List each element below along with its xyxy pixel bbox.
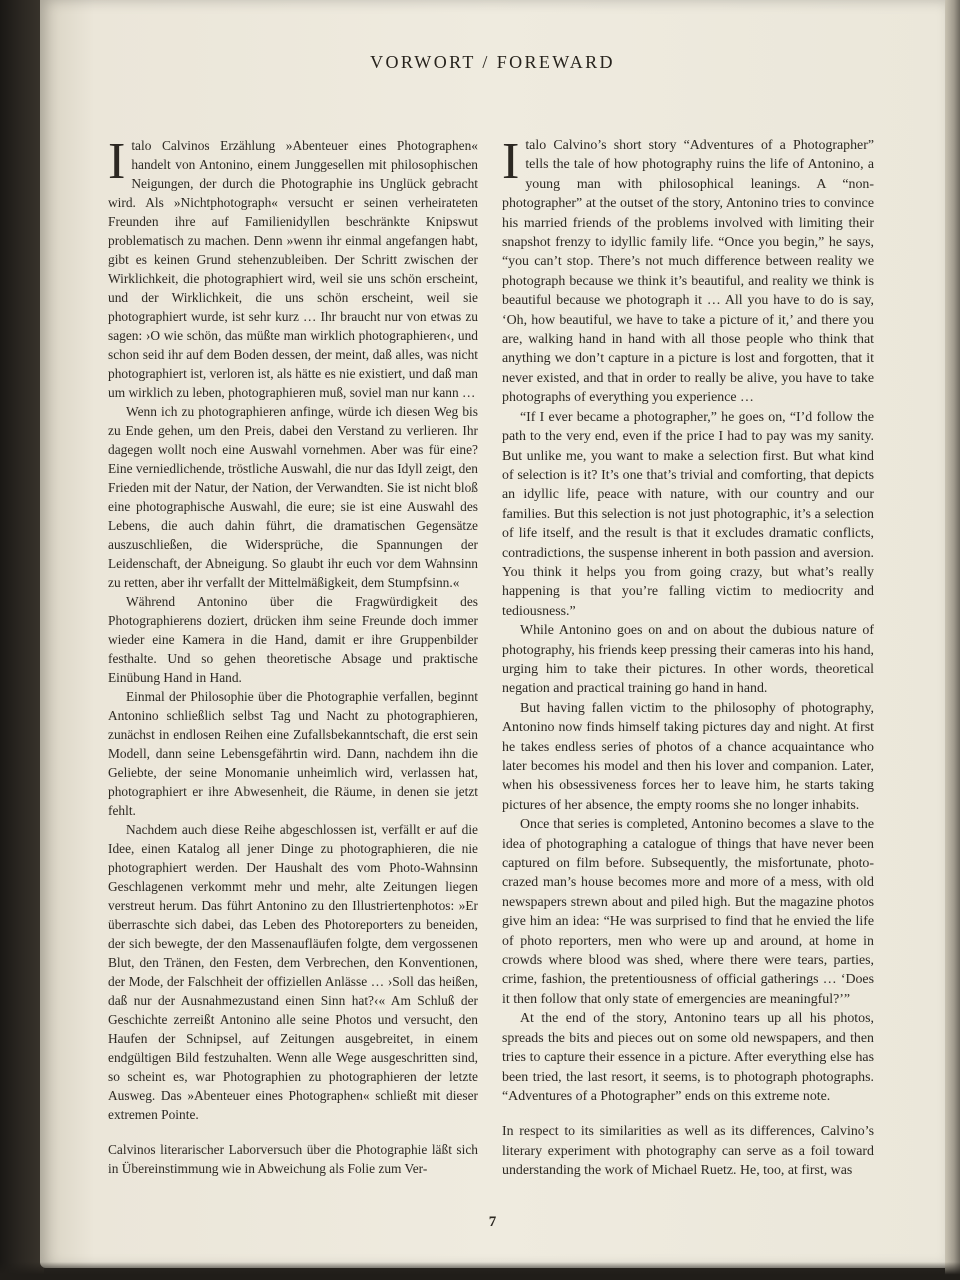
book-gutter (0, 0, 44, 1280)
english-drop-cap: I (502, 133, 520, 190)
english-paragraph-1 (502, 133, 874, 408)
english-paragraph-2: “If I ever became a photographer,” he goes on, “I’d follow the path to the very end, even if the price I had to pay was my sanity. But unlike me, you want to make a selection first. But what kind of selection is it? It’s one that’s trivial and comforting, that depicts an idyllic life, peace with nature, with our country and our families. But this selection is not just photographic, it’s a selection of life itself, and the result is that it excludes dramatic conflicts, contradictions, the suspense inherent in both passion and aversion. You think it helps you from going crazy, but what’s really happening is that you’re falling victim to mediocrity and tediousness.” (502, 409, 874, 619)
english-column (502, 133, 874, 1181)
page-title: VORWORT / FOREWARD (370, 52, 615, 72)
german-paragraph-1-text: talo Calvinos Erzählung »Abenteuer eines Photographen« handelt von Antonino, einem Junggesellen mit philosophischen Neigungen, der durch die Photographie ins Unglück gebracht wird. Als »Nichtphotograph« versucht er seinen verheirateten Freunden ihre auf Familienidyllen beschränkte Knipswut problematisch zu machen. Denn »wenn ihr einmal angefangen habt, gibt es keinen Grund stehenzubleiben. Der Schritt zwischen der Wirklichkeit, die photographiert wird, weil sie uns schön erscheint, und der Wirklichkeit, die uns schön erscheint, weil sie photographiert wurde, ist sehr kurz … Ihr braucht nur von etwas zu sagen: ›O wie schön, das müßte man wirklich photographieren‹, und schon seid ihr auf dem Boden dessen, der meint, daß alles, was nicht photographiert ist, verloren ist, als hätte es nie existiert, und daß man um wirklich zu leben, photographieren muß, soviel man nur kann … (108, 138, 478, 400)
german-paragraph-4: Einmal der Philosophie über die Photographie verfallen, beginnt Antonino schließlich selbst Tag und Nacht zu photographieren, zunächst in endlosen Reihen eine Zufallsbekanntschaft, die erst sein Modell, dann seine Lebensgefährtin wird. Dann, nachdem ihn die Geliebte, der seine Monomanie unheimlich wird, verlassen hat, photographiert er ihre Abwesenheit, die Räume, in denen sie jetzt fehlt. (108, 689, 478, 818)
english-paragraph-5: Once that series is completed, Antonino becomes a slave to the idea of photographing a catalogue of things that have never been captured on film before. Subsequently, the misfortunate, photo-crazed man’s house becomes more and more of a mess, with old newspapers strewn about and piled high. But the magazine photos give him an idea: “He was surprised to find that he envied the life of photo reporters, men who were up and around, at home in crowds where blood was shed, where there were tears, parties, crime, fashion, the pretentiousness of official gatherings … ‘Does it then follow that only state of emergencies are meaningful?’” (502, 817, 874, 1007)
page-edge (945, 0, 960, 1280)
german-drop-cap: I (108, 133, 126, 190)
german-column (108, 133, 478, 1178)
english-paragraph-3: While Antonino goes on and on about the dubious nature of photography, his friends keep pressing their cameras into his hand, urging him to take their pictures. In other words, theoretical negation and practical training go hand in hand. (502, 623, 874, 697)
german-paragraph-3: Während Antonino über die Fragwürdigkeit des Photographierens doziert, drücken ihm seine Freunde doch immer wieder eine Kamera in die Hand, damit er ihre Gruppenbilder festhalte. Und so gehen theoretische Absage und praktische Einübung Hand in Hand. (108, 594, 478, 685)
german-paragraph-6: Calvinos literarischer Laborversuch über die Photographie läßt sich in Übereinstimmung wie in Abweichung als Folie zum Ver- (108, 1142, 478, 1176)
english-paragraph-1-text: talo Calvino’s short story “Adventures of a Photographer” tells the tale of how photography ruins the life of Antonino, a young man with philosophical leanings. A “non-photographer” at the outset of the story, Antonino tries to convince his married friends of the problems involved with limiting their snapshot frenzy to idyllic family life. “Once you begin,” he says, “you can’t stop. There’s not much difference between reality we photograph because we think it’s beautiful, and reality we think is beautiful because we photograph it … All you have to do is say, ‘Oh, how beautiful, we have to take a picture of it,’ and there you are, walking hand in hand with all those people who think that anything we don’t capture in a picture is lost and forgotten, that it never existed, and that in order to really be alive, you have to take photographs of everything you experience … (502, 138, 874, 406)
german-paragraph-2: Wenn ich zu photographieren anfinge, würde ich diesen Weg bis zu Ende gehen, um den Preis, dabei den Verstand zu verlieren. Ihr dagegen wollt noch eine Auswahl vornehmen. Aber was für eine? Eine verniedlichende, tröstliche Auswahl, die nur das Idyll zeigt, den Frieden mit der Natur, der Nation, der Verwandten. Sie ist nicht bloß eine photographische Auswahl, die eure; sie ist eine Auswahl des Lebens, die auch dahin führt, die dramatischen Gegensätze auszuschließen, die Widersprüche, die Spannungen der Leidenschaft, der Abneigung. So glaubt ihr euch vor dem Wahnsinn zu retten, aber ihr verfallt der Mittelmäßigkeit, dem Stumpfsinn.« (108, 404, 478, 590)
german-paragraph-1 (108, 133, 478, 402)
book-page (40, 0, 945, 1268)
bottom-shadow (0, 1262, 960, 1280)
english-paragraph-7: In respect to its similarities as well as its differences, Calvino’s literary experiment with photography can serve as a foil toward understanding the work of Michael Ruetz. He, too, at first, was (502, 1124, 874, 1179)
page-number: 7 (488, 1214, 497, 1230)
english-paragraph-6: At the end of the story, Antonino tears up all his photos, spreads the bits and pieces out on some old newspapers, and then tries to capture their essence in a picture. After everything else has been tried, the last resort, it seems, is to photograph photographs. “Adventures of a Photographer” ends on this extreme note. (502, 1011, 874, 1104)
english-paragraph-4: But having fallen victim to the philosophy of photography, Antonino now finds himself taking pictures day and night. At first he takes endless series of photos of a chance acquaintance who later becomes his model and then his lover and companion. Later, when his obsessiveness forces her to leave him, he starts taking pictures of her absence, the empty rooms she no longer inhabits. (502, 700, 874, 813)
german-paragraph-5: Nachdem auch diese Reihe abgeschlossen ist, verfällt er auf die Idee, einen Katalog all jener Dinge zu photographieren, die nie photographiert werden. Der Haushalt des vom Photo-Wahnsinn Geschlagenen verkommt mehr und mehr, alte Zeitungen liegen verstreut herum. Das führt Antonino zu den Illustriertenphotos: »Er überraschte sich dabei, das Leben des Photoreporters zu beneiden, der sich bewegte, der den Massenaufläufen folgte, dem vergossenen Blut, den Tränen, den Festen, dem Verbrechen, den Konventionen, der Mode, der Falschheit der offiziellen Anlässe … ›Soll das heißen, daß nur der Ausnahmezustand einen Sinn hat?‹« Am Schluß der Geschichte zerreißt Antonino alle seine Photos und versucht, den Haufen der Schnipsel, auf Zeitungen ausgebreitet, in einem endgültigen Bild festzuhalten. Wenn alle Wege ausgeschritten sind, so scheint es, war Photographien zu photographieren der letzte Ausweg. Das »Abenteuer eines Photographen« schließt mit dieser extremen Pointe. (108, 822, 478, 1122)
